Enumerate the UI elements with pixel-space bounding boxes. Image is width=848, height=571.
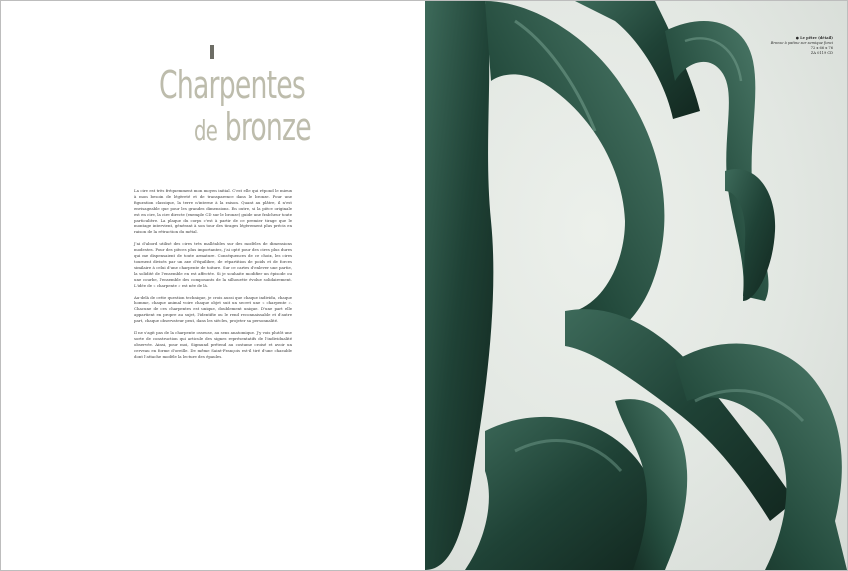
chapter-title-line1: Charpentes	[159, 63, 306, 107]
paragraph: Au-delà de cette question technique, je crois aussi que chaque individu, chaque homme, chaque animal voire chaque objet suit un secret une « charpente ». Chacune de ces charpentes est unique, doublement unique. D'une part elle appartient en propre au sujet, l'identifie ou le rend reconnaissable et d'autre part, chaque observateur peut, dans les siècles, projeter sa personnalité.	[134, 294, 292, 324]
caption-ref: ZA 0119 CD	[810, 51, 833, 55]
bronze-sculpture-image	[425, 1, 847, 570]
paragraph: J'ai d'abord utilisé des cires très malléables sur des modèles de dimensions modestes. Pour des pièces plus importantes, j'ai opté pour des cires plus dures qui me dispensaient de toute armature. Conséquences de ce choix, les cires tournent divisés par un axe d'équilibre, de répartition de poids et de forces similaire à celui d'une charpente de toiture. Sur ce cartes d'enlever une partie, la solidité de l'ensemble en est affectée. Si je souhaite modifier un épisode ou une courbe, l'ensemble des composants de la silhouette évolue solidairement. L'idée de « charpente » est née de là.	[134, 241, 292, 288]
chapter-marker	[210, 45, 214, 59]
photo-caption	[723, 36, 833, 56]
chapter-title-bronze: bronze	[224, 105, 311, 149]
caption-title: ● Le pêtre (détail)	[795, 36, 833, 40]
left-page	[1, 1, 425, 570]
chapter-title-line2	[194, 105, 311, 149]
body-text	[134, 188, 292, 366]
caption-dimensions: 72 x 66 x 76	[810, 46, 833, 50]
paragraph: Il ne s'agit pas de la charpente osseuse, au sens anatomique. J'y vois plutôt une sorte de construction qui articule des signes représentatifs de l'individualité observée. Ainsi, pour moi, Sigmund prétend au costume croisé et avoir un cerveau en forme d'oreille. De même Saint-François est-il tiré d'une chasuble dont l'attache modèle la lecture des épaules.	[134, 330, 292, 359]
right-page-photo	[425, 1, 847, 570]
chapter-title-de: de	[194, 114, 218, 147]
paragraph: La cire est très fréquemment mon moyen initial. C'est elle qui répond le mieux à mon besoin de légèreté et de transparence dans le bronze. Pour une figuration classique, la terre n'interne à la raison. Quant au plâtre, il n'est envisageable que pour les grandes dimensions. En outre, si la pièce originale est en cire, la cire directe (exemple CD sur le bronze) guide une fraîcheur toute particulière. La plaque du corps c'est à partir de ce premier tirage que le montage intervient, générant à son tour des tirages légèrement plus précis en raison de la rétraction du métal.	[134, 188, 292, 235]
caption-subtitle: Bronze à patine sur semique fonci	[770, 41, 833, 45]
